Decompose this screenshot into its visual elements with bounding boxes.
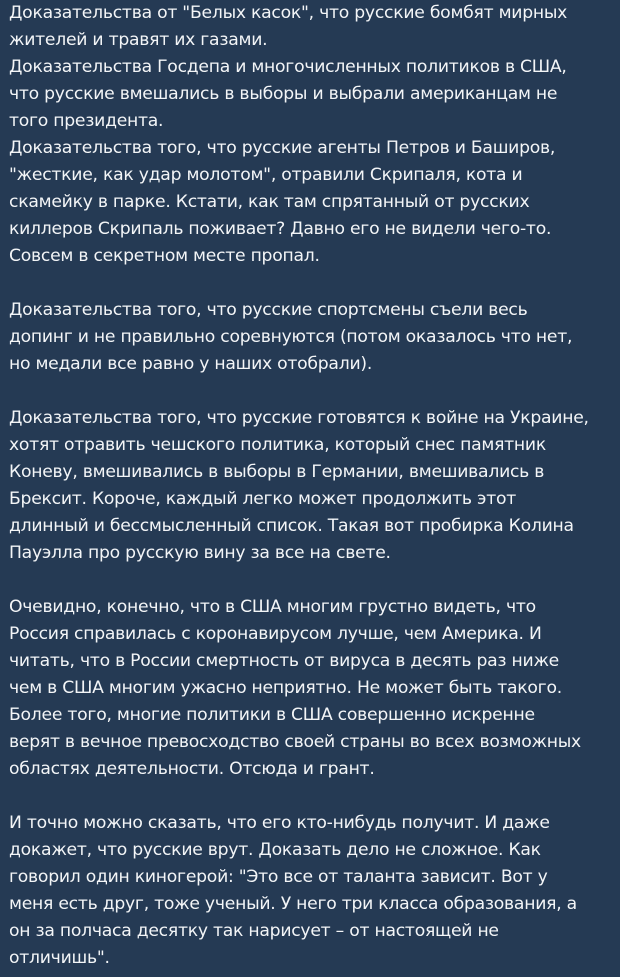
message-line: киллеров Скрипаль поживает? Давно его не видели чего-то. xyxy=(9,219,552,239)
message-line: скамейку в парке. Кстати, как там спрятанный от русских xyxy=(9,192,530,212)
message-line: докажет, что русские врут. Доказать дело не сложное. Как xyxy=(9,840,541,860)
message-line: хотят отравить чешского политика, который снес памятник xyxy=(9,435,546,455)
message-line: Совсем в секретном месте пропал. xyxy=(9,246,320,266)
message-line: отличишь". xyxy=(9,948,110,968)
message-line: Очевидно, конечно, что в США многим грустно видеть, что xyxy=(9,597,536,617)
message-line: Более того, многие политики в США совершенно искренне xyxy=(9,705,535,725)
message-line: "жесткие, как удар молотом", отравили Скрипаля, кота и xyxy=(9,165,523,185)
message-line: допинг и не правильно соревнуются (потом оказалось что нет, xyxy=(9,327,573,347)
message-line: Доказательства от "Белых касок", что русские бомбят мирных xyxy=(9,3,568,23)
message-line: говорил один киногерой: "Это все от таланта зависит. Вот у xyxy=(9,867,548,887)
message-line: Доказательства того, что русские спортсмены съели весь xyxy=(9,300,528,320)
message-line: И точно можно сказать, что его кто-нибудь получит. И даже xyxy=(9,813,550,833)
message-line: Доказательства того, что русские готовятся к войне на Украине, xyxy=(9,408,589,428)
message-line: того президента. xyxy=(9,111,164,131)
message-line: меня есть друг, тоже ученый. У него три класса образования, а xyxy=(9,894,577,914)
message-line: Коневу, вмешивались в выборы в Германии, вмешивались в xyxy=(9,462,545,482)
message-line: жителей и травят их газами. xyxy=(9,30,268,50)
message-line: что русские вмешались в выборы и выбрали американцам не xyxy=(9,84,558,104)
message-line: Россия справилась с коронавирусом лучше, чем Америка. И xyxy=(9,624,542,644)
message-line: но медали все равно у наших отобрали). xyxy=(9,354,373,374)
message-line: верят в вечное превосходство своей страны во всех возможных xyxy=(9,732,581,752)
message-line: областях деятельности. Отсюда и грант. xyxy=(9,759,375,779)
message-line: чем в США многим ужасно неприятно. Не может быть такого. xyxy=(9,678,562,698)
message-line: длинный и бессмысленный список. Такая вот пробирка Колина xyxy=(9,516,574,536)
message-line: он за полчаса десятку так нарисует – от настоящей не xyxy=(9,921,499,941)
message-line: Брексит. Короче, каждый легко может продолжить этот xyxy=(9,489,516,509)
message-line: Доказательства того, что русские агенты Петров и Баширов, xyxy=(9,138,556,158)
message-line: Пауэлла про русскую вину за все на свете. xyxy=(9,543,391,563)
message-line: читать, что в России смертность от вируса в десять раз ниже xyxy=(9,651,560,671)
message-line: Доказательства Госдепа и многочисленных политиков в США, xyxy=(9,57,567,77)
